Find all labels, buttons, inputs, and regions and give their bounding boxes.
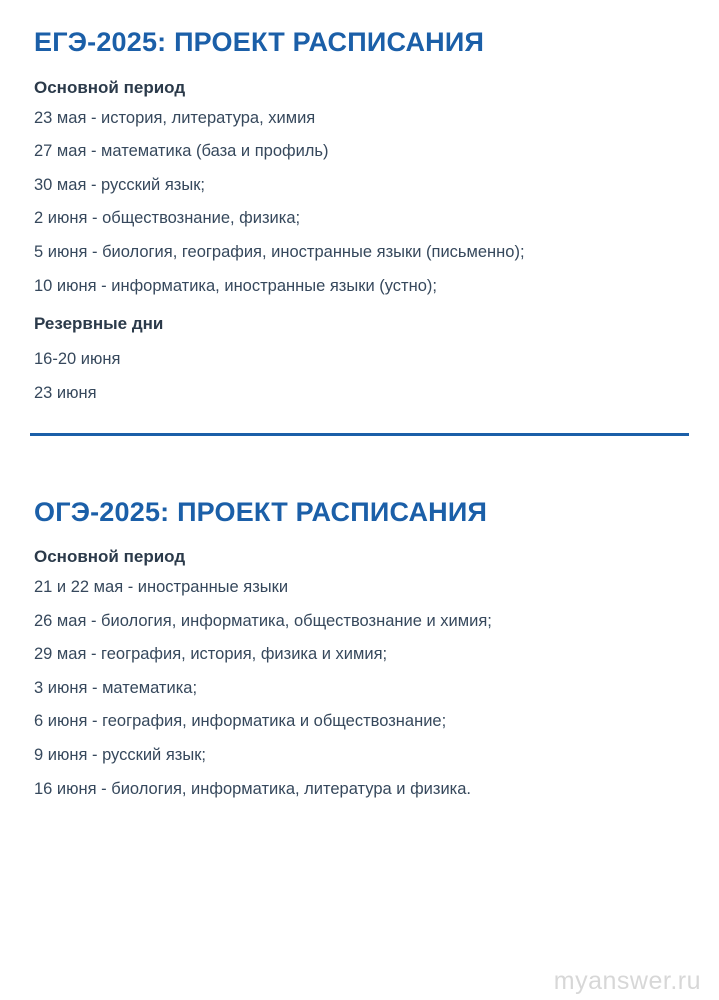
list-item: 26 мая - биология, информатика, обществознание и химия; [34, 611, 492, 630]
list-item: 3 июня - математика; [34, 678, 198, 697]
schedule-list-ege [30, 106, 689, 407]
list-item: 6 июня - география, информатика и обществознание; [34, 712, 447, 731]
spacer [30, 436, 689, 470]
list-item: 10 июня - информатика, иностранные языки (устно); [34, 276, 437, 295]
list-item: 27 мая - математика (база и профиль) [34, 142, 329, 161]
list-item: 2 июня - обществознание, физика; [34, 209, 301, 228]
list-item: 30 мая - русский язык; [34, 175, 206, 194]
page-title-oge: ОГЭ-2025: ПРОЕКТ РАСПИСАНИЯ [34, 496, 488, 527]
section-oge [30, 470, 689, 803]
list-item: 16 июня - биология, информатика, литература и физика. [34, 779, 472, 798]
list-item: 21 и 22 мая - иностранные языки [34, 578, 289, 597]
list-item: 9 июня - русский язык; [34, 746, 207, 765]
list-item: 5 июня - биология, география, иностранные языки (письменно); [34, 242, 525, 261]
section-ege [30, 0, 689, 407]
page-title-ege: ЕГЭ-2025: ПРОЕКТ РАСПИСАНИЯ [34, 27, 485, 57]
list-item: 23 июня [34, 383, 97, 402]
subheading-reserve-days-ege: Резервные дни [34, 314, 164, 334]
list-item: 16-20 июня [34, 350, 121, 369]
subheading-main-period-oge: Основной период [34, 547, 186, 567]
list-item: 29 мая - география, история, физика и химия; [34, 645, 388, 664]
schedule-list-oge [30, 575, 689, 802]
watermark: myanswer.ru [553, 967, 701, 995]
list-item: 23 мая - история, литература, химия [34, 108, 316, 127]
subheading-main-period-ege: Основной период [34, 77, 186, 97]
